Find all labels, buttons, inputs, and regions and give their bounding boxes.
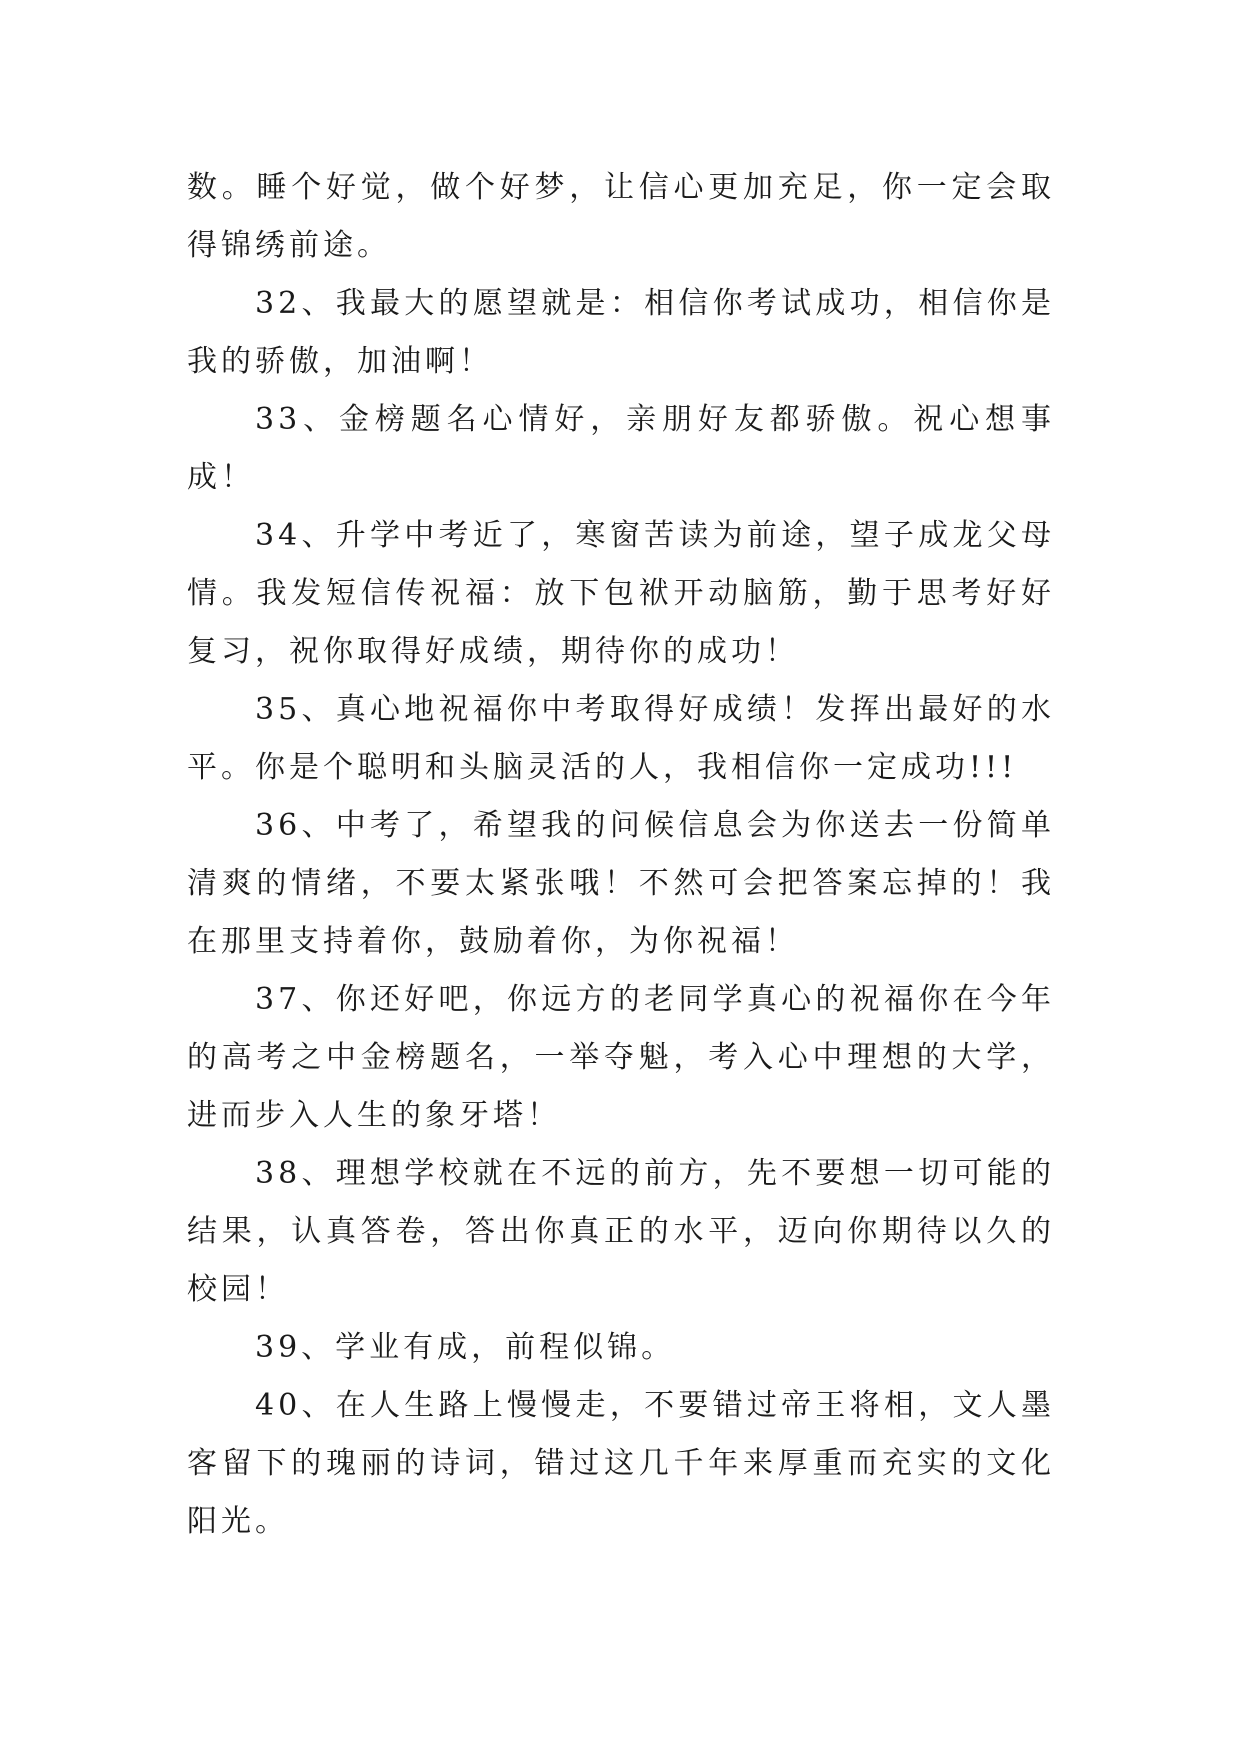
paragraph-continuation: 数。睡个好觉，做个好梦，让信心更加充足，你一定会取得锦绣前途。 xyxy=(187,170,1055,263)
paragraph-36: 36、中考了，希望我的问候信息会为你送去一份简单清爽的情绪，不要太紧张哦！不然可会把答案忘掉的！我在那里支持着你，鼓励着你，为你祝福！ xyxy=(187,808,1055,959)
paragraph-33: 33、金榜题名心情好，亲朋好友都骄傲。祝心想事成！ xyxy=(187,402,1055,495)
paragraph-35: 35、真心地祝福你中考取得好成绩！发挥出最好的水平。你是个聪明和头脑灵活的人，我相信你一定成功!!! xyxy=(187,692,1055,785)
paragraph-39: 39、学业有成，前程似锦。 xyxy=(255,1330,676,1365)
paragraph-37: 37、你还好吧，你远方的老同学真心的祝福你在今年的高考之中金榜题名，一举夺魁，考入心中理想的大学，进而步入人生的象牙塔！ xyxy=(187,982,1055,1133)
paragraph-38: 38、理想学校就在不远的前方，先不要想一切可能的结果，认真答卷，答出你真正的水平，迈向你期待以久的校园！ xyxy=(187,1156,1055,1307)
paragraph-32: 32、我最大的愿望就是：相信你考试成功，相信你是我的骄傲，加油啊！ xyxy=(187,286,1055,379)
document-body xyxy=(187,159,1055,1551)
paragraph-34: 34、升学中考近了，寒窗苦读为前途，望子成龙父母情。我发短信传祝福：放下包袱开动脑筋，勤于思考好好复习，祝你取得好成绩，期待你的成功！ xyxy=(187,518,1055,669)
paragraph-40: 40、在人生路上慢慢走，不要错过帝王将相，文人墨客留下的瑰丽的诗词，错过这几千年来厚重而充实的文化阳光。 xyxy=(187,1388,1055,1539)
